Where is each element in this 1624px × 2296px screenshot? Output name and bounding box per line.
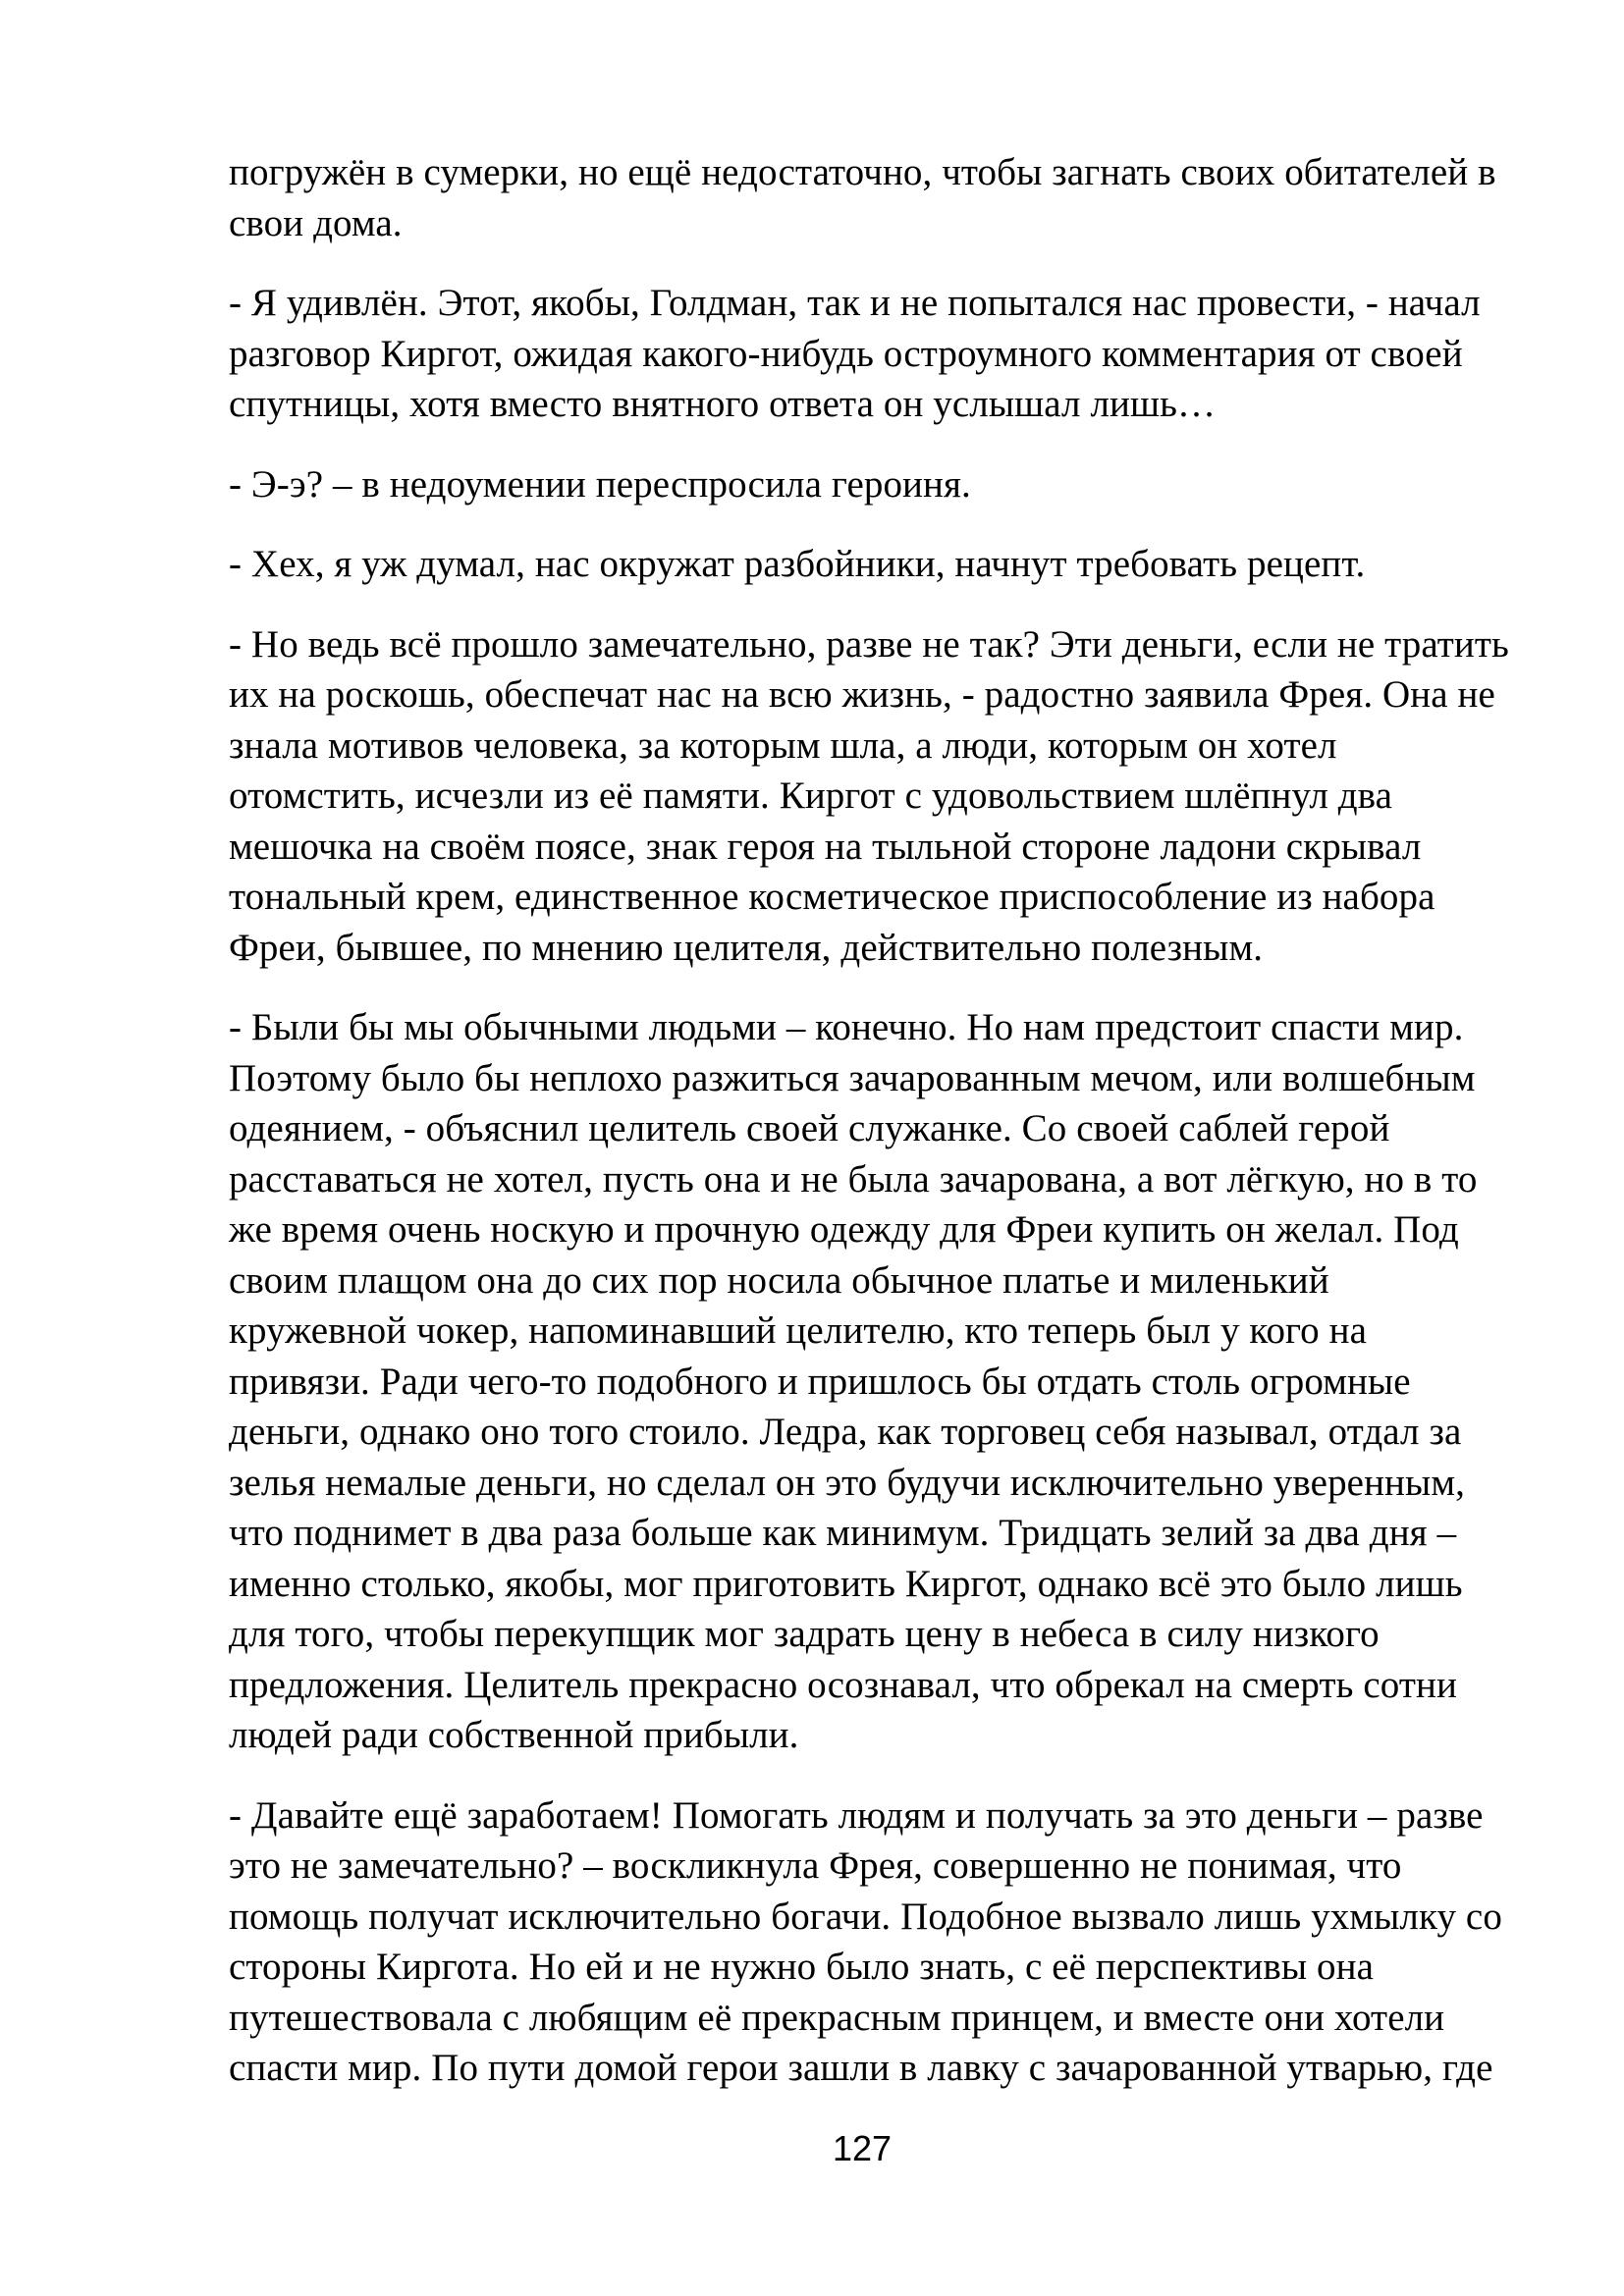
text-line: для того, чтобы перекупщик мог задрать цену в небеса в силу низкого (229, 1613, 1380, 1655)
paragraph (229, 278, 1495, 430)
page-text (229, 147, 1509, 2174)
text-line: путешествовала с любящим её прекрасным принцем, и вместе они хотели (229, 1996, 1445, 2039)
paragraph (229, 619, 1509, 974)
paragraph (229, 539, 1495, 590)
text-line: же время очень носкую и прочную одежду для Фреи купить он желал. Под (229, 1208, 1459, 1251)
page-number: 127 (832, 2127, 893, 2168)
text-line: именно столько, якобы, мог приготовить Киргот, однако всё это было лишь (229, 1562, 1463, 1605)
text-line: мешочка на своём поясе, знак героя на тыльной стороне ладони скрывал (229, 825, 1422, 868)
text-line: знала мотивов человека, за которым шла, а люди, которым он хотел (229, 723, 1337, 767)
text-line: деньги, однако оно того стоило. Ледра, как торговец себя называл, отдал за (229, 1411, 1462, 1453)
text-line: людей ради собственной прибыли. (229, 1714, 799, 1756)
paragraph (229, 459, 1495, 510)
paragraph (229, 147, 1495, 248)
text-line: отомстить, исчезли из её памяти. Киргот с удовольствием шлёпнул два (229, 774, 1393, 817)
text-line: погружён в сумерки, но ещё недостаточно, чтобы загнать своих обитателей в (229, 151, 1496, 193)
text-line: одеянием, - объяснил целитель своей служанке. Со своей саблей герой (229, 1107, 1390, 1149)
text-line: тональный крем, единственное косметическое приспособление из набора (229, 876, 1435, 918)
text-line: - Но ведь всё прошло замечательно, разве не так? Эти деньги, если не тратить (229, 622, 1509, 666)
paragraph (229, 1002, 1495, 1761)
text-line: - Были бы мы обычными людьми – конечно. Но нам предстоит спасти мир. (229, 1006, 1464, 1048)
paragraphs-container (229, 147, 1509, 2094)
text-line: что поднимет в два раза больше как минимум. Тридцать зелий за два дня – (229, 1512, 1457, 1554)
text-line: помощь получат исключительно богачи. Подобное вызвало лишь ухмылку со (229, 1895, 1502, 1938)
paragraph (229, 1790, 1502, 2094)
text-line: свои дома. (229, 201, 403, 244)
text-line: стороны Киргота. Но ей и не нужно было знать, с её перспективы она (229, 1946, 1374, 1988)
text-line: разговор Киргот, ожидая какого-нибудь остроумного комментария от своей (229, 332, 1463, 375)
text-line: зелья немалые деньги, но сделал он это будучи исключительно уверенным, (229, 1461, 1465, 1504)
text-line: расставаться не хотел, пусть она и не была зачарована, а вот лёгкую, но в то (229, 1157, 1478, 1201)
text-line: Поэтому было бы неплохо разжиться зачарованным мечом, или волшебным (229, 1056, 1476, 1099)
text-line: - Давайте ещё заработаем! Помогать людям и получать за это деньги – разве (229, 1793, 1484, 1837)
text-line: - Э-э? – в недоумении переспросила героиня. (229, 462, 971, 506)
text-line: - Я удивлён. Этот, якобы, Голдман, так и не попытался нас провести, - начал (229, 282, 1481, 324)
text-line: своим плащом она до сих пор носила обычное платье и миленький (229, 1258, 1329, 1302)
text-line: это не замечательно? – воскликнула Фрея, совершенно не понимая, что (229, 1844, 1402, 1887)
text-line: кружевной чокер, напоминавший целителю, кто теперь был у кого на (229, 1309, 1368, 1352)
text-line: - Хех, я уж думал, нас окружат разбойники, начнут требовать рецепт. (229, 543, 1366, 585)
text-line: Фреи, бывшее, по мнению целителя, действительно полезным. (229, 926, 1264, 969)
text-line: привязи. Ради чего-то подобного и пришлось бы отдать столь огромные (229, 1360, 1411, 1403)
text-line: спутницы, хотя вместо внятного ответа он услышал лишь… (229, 383, 1217, 425)
text-line: спасти мир. По пути домой герои зашли в лавку с зачарованной утварью, где (229, 2047, 1493, 2089)
text-line: предложения. Целитель прекрасно осознавал, что обрекал на смерть сотни (229, 1663, 1457, 1706)
text-line: их на роскошь, обеспечат нас на всю жизнь, - радостно заявила Фрея. Она не (229, 673, 1495, 716)
